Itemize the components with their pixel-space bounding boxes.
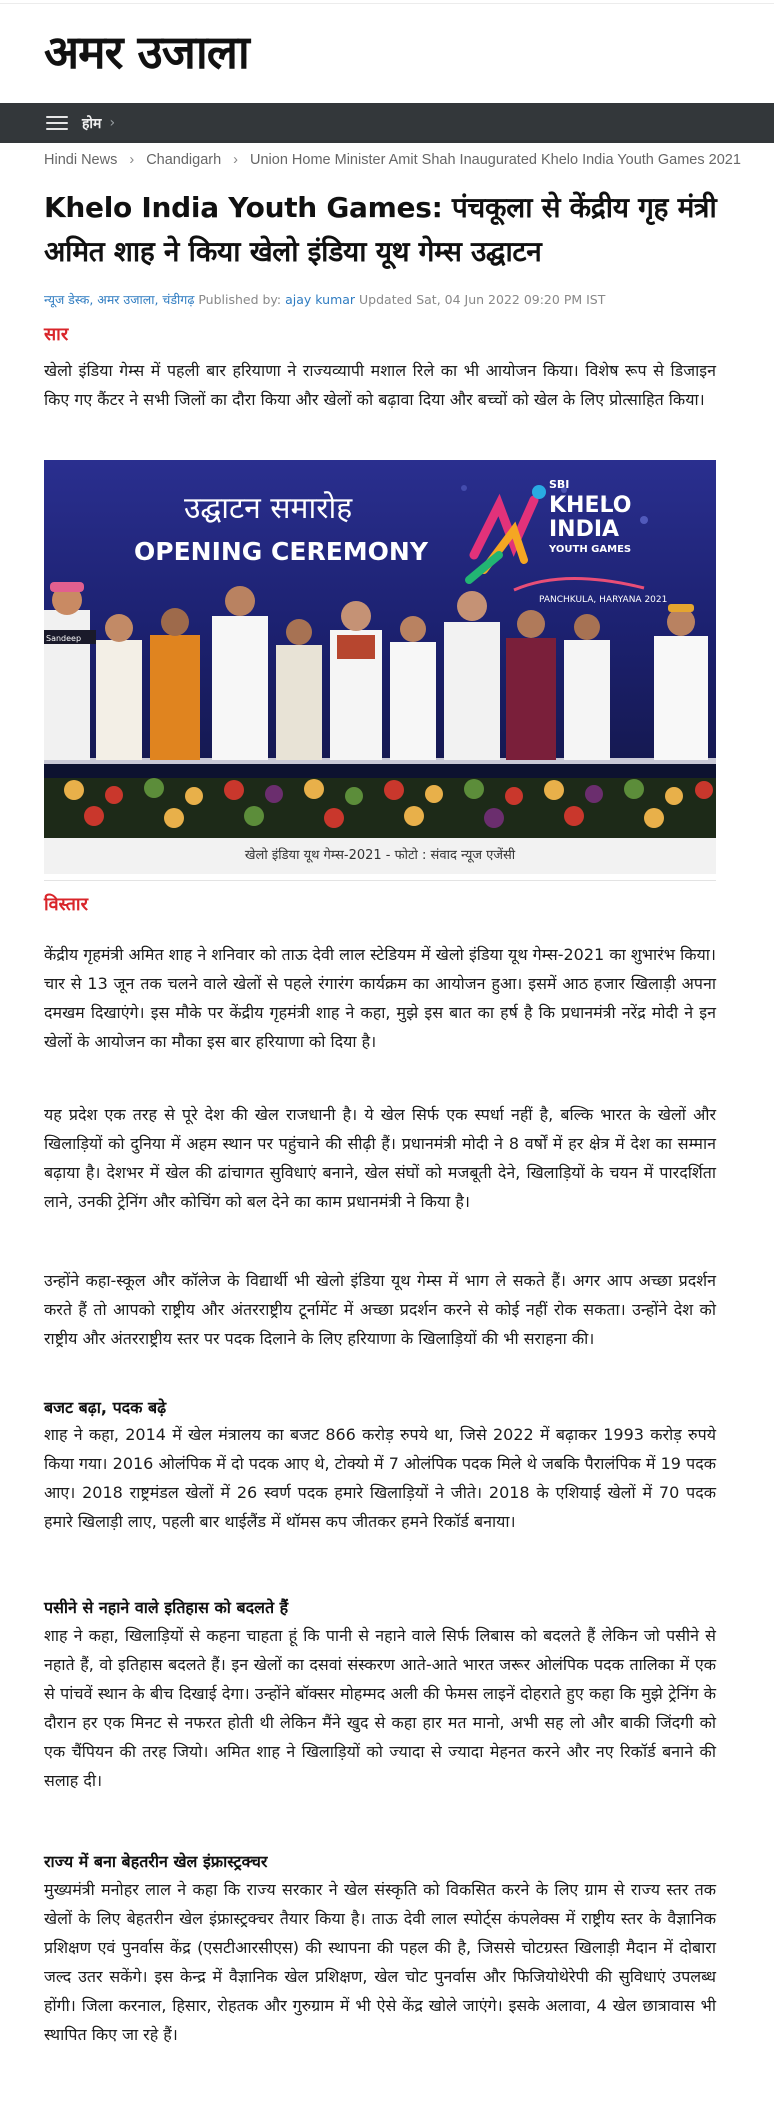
hamburger-menu-icon[interactable] xyxy=(46,116,68,130)
logo-sbi-text: SBI xyxy=(549,478,570,491)
byline-updated: Updated Sat, 04 Jun 2022 09:20 PM IST xyxy=(359,292,606,307)
breadcrumb-item-current: Union Home Minister Amit Shah Inaugurated Khelo India Youth Games 2021 xyxy=(250,152,741,168)
main-navbar xyxy=(0,103,774,143)
breadcrumb xyxy=(44,152,744,168)
section-1-title: बजट बढ़ा, पदक बढ़े xyxy=(44,1398,167,1417)
site-logo[interactable]: अमर उजाला xyxy=(44,25,249,79)
breadcrumb-separator-icon: › xyxy=(233,152,239,168)
opening-ceremony-photo xyxy=(44,460,716,838)
audience-row xyxy=(44,778,716,838)
byline-author[interactable]: न्यूज डेस्क, अमर उजाला, चंडीगढ़ xyxy=(44,292,195,307)
breadcrumb-item-chandigarh[interactable]: Chandigarh xyxy=(146,152,222,168)
detail-heading: विस्तार xyxy=(44,894,88,915)
logo-india-text: INDIA xyxy=(549,517,620,542)
article-paragraph-1: केंद्रीय गृहमंत्री अमित शाह ने शनिवार को ताऊ देवी लाल स्टेडियम में खेलो इंडिया यूथ गेम्स-2021 का शुभारंभ किया। चार से 13 जून तक चलने वाले खेलों से पहले रंगारंग कार्यक्रम का आयोजन हुआ। इसमें आठ हजार खिलाड़ी अपना दमखम दिखाएंगे। इस मौके पर केंद्रीय गृहमंत्री शाह ने कहा, मुझे इस बात का हर्ष है कि प्रधानमंत्री नरेंद्र मोदी ने इन खेलों के आयोजन का मौका इस बार हरियाणा को दिया है। xyxy=(44,945,716,1051)
section-divider xyxy=(44,880,716,881)
logo-khelo-text: KHELO xyxy=(549,493,632,518)
banner-hindi-text: उद्घाटन समारोह xyxy=(184,491,353,526)
banner-english-text: OPENING CEREMONY xyxy=(134,537,428,566)
article-paragraph-3: उन्होंने कहा-स्कूल और कॉलेज के विद्यार्थी भी खेलो इंडिया यूथ गेम्स में भाग ले सकते हैं। अगर आप अच्छा प्रदर्शन करते हैं तो आपको राष्ट्रीय और अंतरराष्ट्रीय टूर्नामेंट में अच्छा प्रदर्शन करने से कोई नहीं रोक सकता। उन्होंने देश को राष्ट्रीय और अंतरराष्ट्रीय स्तर पर पदक दिलाने के लिए हरियाणा के खिलाड़ियों की भी सराहना की। xyxy=(44,1271,716,1348)
logo-youth-games-text: YOUTH GAMES xyxy=(549,544,632,555)
summary-heading: सार xyxy=(44,324,69,345)
article-byline xyxy=(44,291,744,308)
nameplate-text: Sandeep xyxy=(46,634,82,643)
summary-text: खेलो इंडिया गेम्स में पहली बार हरियाणा ने राज्यव्यापी मशाल रिले का भी आयोजन किया। विशेष रूप से डिजाइन किए गए कैंटर ने सभी जिलों का दौरा किया और खेलों को बढ़ावा दिया और बच्चों को खेल के लिए प्रोत्साहित किया। xyxy=(44,361,716,409)
section-1-text: शाह ने कहा, 2014 में खेल मंत्रालय का बजट 866 करोड़ रुपये था, जिसे 2022 में बढ़ाकर 1993 करोड़ रुपये किया गया। 2016 ओलंपिक में दो पदक आए थे, टोक्यो में 7 ओलंपिक पदक मिले थे जबकि पैरालंपिक में 19 पदक आए। 2018 राष्ट्रमंडल खेलों में 26 स्वर्ण पदक हमारे खिलाड़ियों ने जीते। 2018 के एशियाई खेलों में 70 पदक हमारे खिलाड़ी लाए, पहली बार थाईलैंड में थॉमस कप जीतकर हमने रिकॉर्ड बनाया। xyxy=(44,1425,716,1531)
byline-publisher[interactable]: ajay kumar xyxy=(285,292,356,307)
article-paragraph-2: यह प्रदेश एक तरह से पूरे देश की खेल राजधानी है। ये खेल सिर्फ एक स्पर्धा नहीं है, बल्कि भारत के खेलों और खिलाड़ियों को दुनिया में अहम स्थान पर पहुंचाने की सीढ़ी हैं। प्रधानमंत्री मोदी ने 8 वर्षों में हर क्षेत्र में देश का सम्मान बढ़ाया है। देशभर में खेल की ढांचागत सुविधाएं बनाने, खेल संघों को मजबूती देने, खिलाड़ियों के चयन में पारदर्शिता लाने, उनकी ट्रेनिंग और कोचिंग को बल देने का काम प्रधानमंत्री ने किया है। xyxy=(44,1105,716,1211)
logo-place-text: PANCHKULA, HARYANA 2021 xyxy=(539,595,668,605)
article-title: Khelo India Youth Games: पंचकूला से केंद्रीय गृह मंत्री अमित शाह ने किया खेलो इंडिया यूथ गेम्स उद्घाटन xyxy=(44,191,717,268)
top-border xyxy=(0,0,774,4)
breadcrumb-separator-icon: › xyxy=(129,152,135,168)
section-2-text: शाह ने कहा, खिलाड़ियों से कहना चाहता हूं कि पानी से नहाने वाले सिर्फ लिबास को बदलते हैं लेकिन जो पसीने से नहाते हैं, वो इतिहास बदलते हैं। इन खेलों का दसवां संस्करण आते-आते भारत जरूर ओलंपिक पदक तालिका में एक से पांचवें स्थान के बीच दिखाई देगा। उन्होंने बॉक्सर मोहम्मद अली की फेमस लाइनें दोहराते हुए कहा कि मुझे ट्रेनिंग के दौरान हर एक मिनट से नफरत होती थी लेकिन मैंने खुद से कहा हार मत मानो, अभी सह लो और बाकी जिंदगी को एक चैंपियन की तरह जियो। अमित शाह ने खिलाड़ियों को ज्यादा से ज्यादा मेहनत करने और नए रिकॉर्ड बनाने की सलाह दी। xyxy=(44,1626,716,1790)
section-3-text: मुख्यमंत्री मनोहर लाल ने कहा कि राज्य सरकार ने खेल संस्कृति को विकसित करने के लिए ग्राम से राज्य स्तर तक खेलों के लिए बेहतरीन खेल इंफ्रास्ट्रक्चर तैयार किया है। ताऊ देवी लाल स्पोर्ट्स कंपलेक्स में राष्ट्रीय स्तर के वैज्ञानिक प्रशिक्षण एवं पुनर्वास केंद्र (एसटीआरसीएस) की स्थापना की पहल की है, जिससे चोटग्रस्त खिलाड़ी मैदान में दोबारा जल्द उतर सकेंगे। इस केन्द्र में वैज्ञानिक खेल प्रशिक्षण, खेल चोट पुनर्वास और फिजियोथेरेपी की सुविधाएं उपलब्ध होंगी। जिला करनाल, हिसार, रोहतक और गुरुग्राम में भी ऐसे केंद्र खोले जाएंगे। इसके अलावा, 4 खेल छात्रावास भी स्थापित किए जा रहे हैं। xyxy=(44,1880,716,2044)
breadcrumb-item-hindi-news[interactable]: Hindi News xyxy=(44,152,118,168)
byline-published-label: Published by: xyxy=(198,292,282,307)
section-3-title: राज्य में बना बेहतरीन खेल इंफ्रास्ट्रक्चर xyxy=(44,1852,268,1871)
photo-caption: खेलो इंडिया यूथ गेम्स-2021 - फोटो : संवाद न्यूज एजेंसी xyxy=(44,838,716,874)
chevron-right-icon: › xyxy=(109,115,116,131)
nav-home-link[interactable]: होम xyxy=(82,115,102,132)
section-2-title: पसीने से नहाने वाले इतिहास को बदलते हैं xyxy=(44,1598,289,1617)
article-photo[interactable] xyxy=(44,460,716,838)
